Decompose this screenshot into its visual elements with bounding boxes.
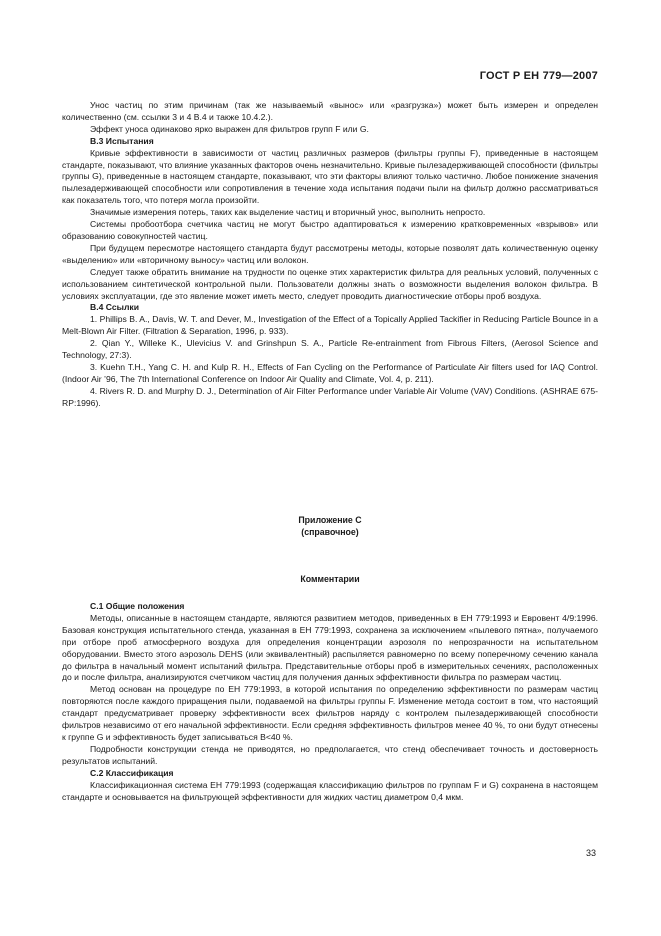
reference-item: 3. Kuehn T.H., Yang C. H. and Kulp R. H., Effects of Fan Cycling on the Performance of Particulate Air filters used for IAQ Control. (Indoor Air ’96, The 7th International Conference on Indoor Air Quality and Climate, Vol. 4, p. 211). [62,361,598,384]
paragraph: Значимые измерения потерь, таких как выделение частиц и вторичный унос, выполнить непросто. [90,207,486,218]
paragraph: Метод основан на процедуре по ЕН 779:1993, в которой испытания по определению эффективности по размерам частиц повторяются после каждого приращения пыли, подаваемой на фильтры группы F. Изменение метода состоит в том, что настоящий стандарт предусматривает проверку эффективности всех фильтров наряду с контролем пылезадерживающей способности фильтров независимо от его начальной эффективности. Если средняя эффективность фильтров менее 40 %, то они будут отнесены к группе G и эффективность будет записываться В<40 %. [62,684,598,742]
document-header: ГОСТ Р ЕН 779—2007 [479,70,598,82]
paragraph: При будущем пересмотре настоящего стандарта будут рассмотрены методы, которые позволят дать количественную оценку «выделению» или «вторичному выносу» частиц или волокон. [62,242,598,265]
paragraph: Подробности конструкции стенда не приводятся, но предполагается, что стенд обеспечивает точность и достоверность результатов испытаний. [62,743,598,766]
reference-item: 2. Qian Y., Willeke K., Ulevicius V. and Grinshpun S. A., Particle Re-entrainment from Fibrous Filters, (Aerosol Science and Technology, 27:3). [62,338,598,361]
appendix-heading: Комментарии [300,574,360,584]
section-heading-c2: С.2 Классификация [90,767,174,778]
paragraph: Унос частиц по этим причинам (так же называемый «вынос» или «разгрузка») может быть измерен и определен количественно (см. ссылки 3 и 4 В.4 и также 10.4.2.). [62,100,598,122]
page-number: 33 [586,848,597,858]
paragraph: Методы, описанные в настоящем стандарте, являются развитием методов, приведенных в ЕН 779:1993 и Евровент 4/9:1996. Базовая конструкция испытательного стенда, указанная в ЕН 779:1993, сохранена за исключением «пылевого пятна», получаемого при отборе проб атмосферного воздуха для определения концентрации аэрозоля по непрозрачности на испытательном оборудовании. Вместо этого аэрозоль DEHS (или эквивалентный) распыляется равномерно по всему поперечному сечению канала до фильтра в начальный момент испытаний фильтра. Представительные отборы проб в измерительных сечениях, расположенных до и после фильтра, анализируются счетчиком частиц для получения данных эффективности фильтра по размерам частиц. [62,612,598,683]
paragraph: Кривые эффективности в зависимости от частиц различных размеров (фильтры группы F), приведенные в настоящем стандарте, показывают, что влияние указанных факторов очень незначительно. Кривые пылезадерживающей способности (фильтры группы G), приведенные в настоящем стандарте, показывают, что эти факторы влияют только частично. Любое понижение значения пылезадерживающей способности или сопротивления в течение хода испытания подачи пыли на фильтр должно рассматриваться как показатель того, что потеря могла произойти. [62,147,598,206]
section-heading-b3: В.3 Испытания [90,135,154,146]
paragraph: Системы пробоотбора счетчика частиц не могут быстро адаптироваться к измерению кратковременных «взрывов» или образованию совокупностей частиц. [62,219,598,241]
appendix-title: Приложение С [298,515,362,525]
top-text-block [62,100,598,410]
section-heading-c1: С.1 Общие положения [90,601,185,611]
paragraph: Классификационная система ЕН 779:1993 (содержащая классификацию фильтров по группам F и G) сохранена в настоящем стандарте и основывается на фильтрующей эффективности для жидких частиц диаметром 0,4 мкм. [62,779,598,802]
reference-item: 1. Phillips B. A., Davis, W. T. and Dever, M., Investigation of the Effect of a Topically Applied Tackifier in Reducing Particle Bounce in a Melt-Blown Air Filter. (Filtration & Separation, 1996, p. 933). [62,314,598,337]
appendix-subtitle: (справочное) [301,527,359,537]
reference-item: 4. Rivers R. D. and Murphy D. J., Determination of Air Filter Performance under Variable Air Volume (VAV) Conditions. (ASHRAE 675-RP:1996). [62,385,598,408]
bottom-text-block [62,601,598,803]
section-heading-b4: В.4 Ссылки [90,302,140,313]
paragraph: Следует также обратить внимание на трудности по оценке этих характеристик фильтра для реальных условий, полученных с использованием синтетической контрольной пыли. Пользователи должны знать о возможности выделения волокон фильтра. В условиях эксплуатации, где это явление может иметь место, следует проводить диагностические отборы проб воздуха. [62,266,598,301]
paragraph: Эффект уноса одинаково ярко выражен для фильтров групп F или G. [90,123,369,134]
